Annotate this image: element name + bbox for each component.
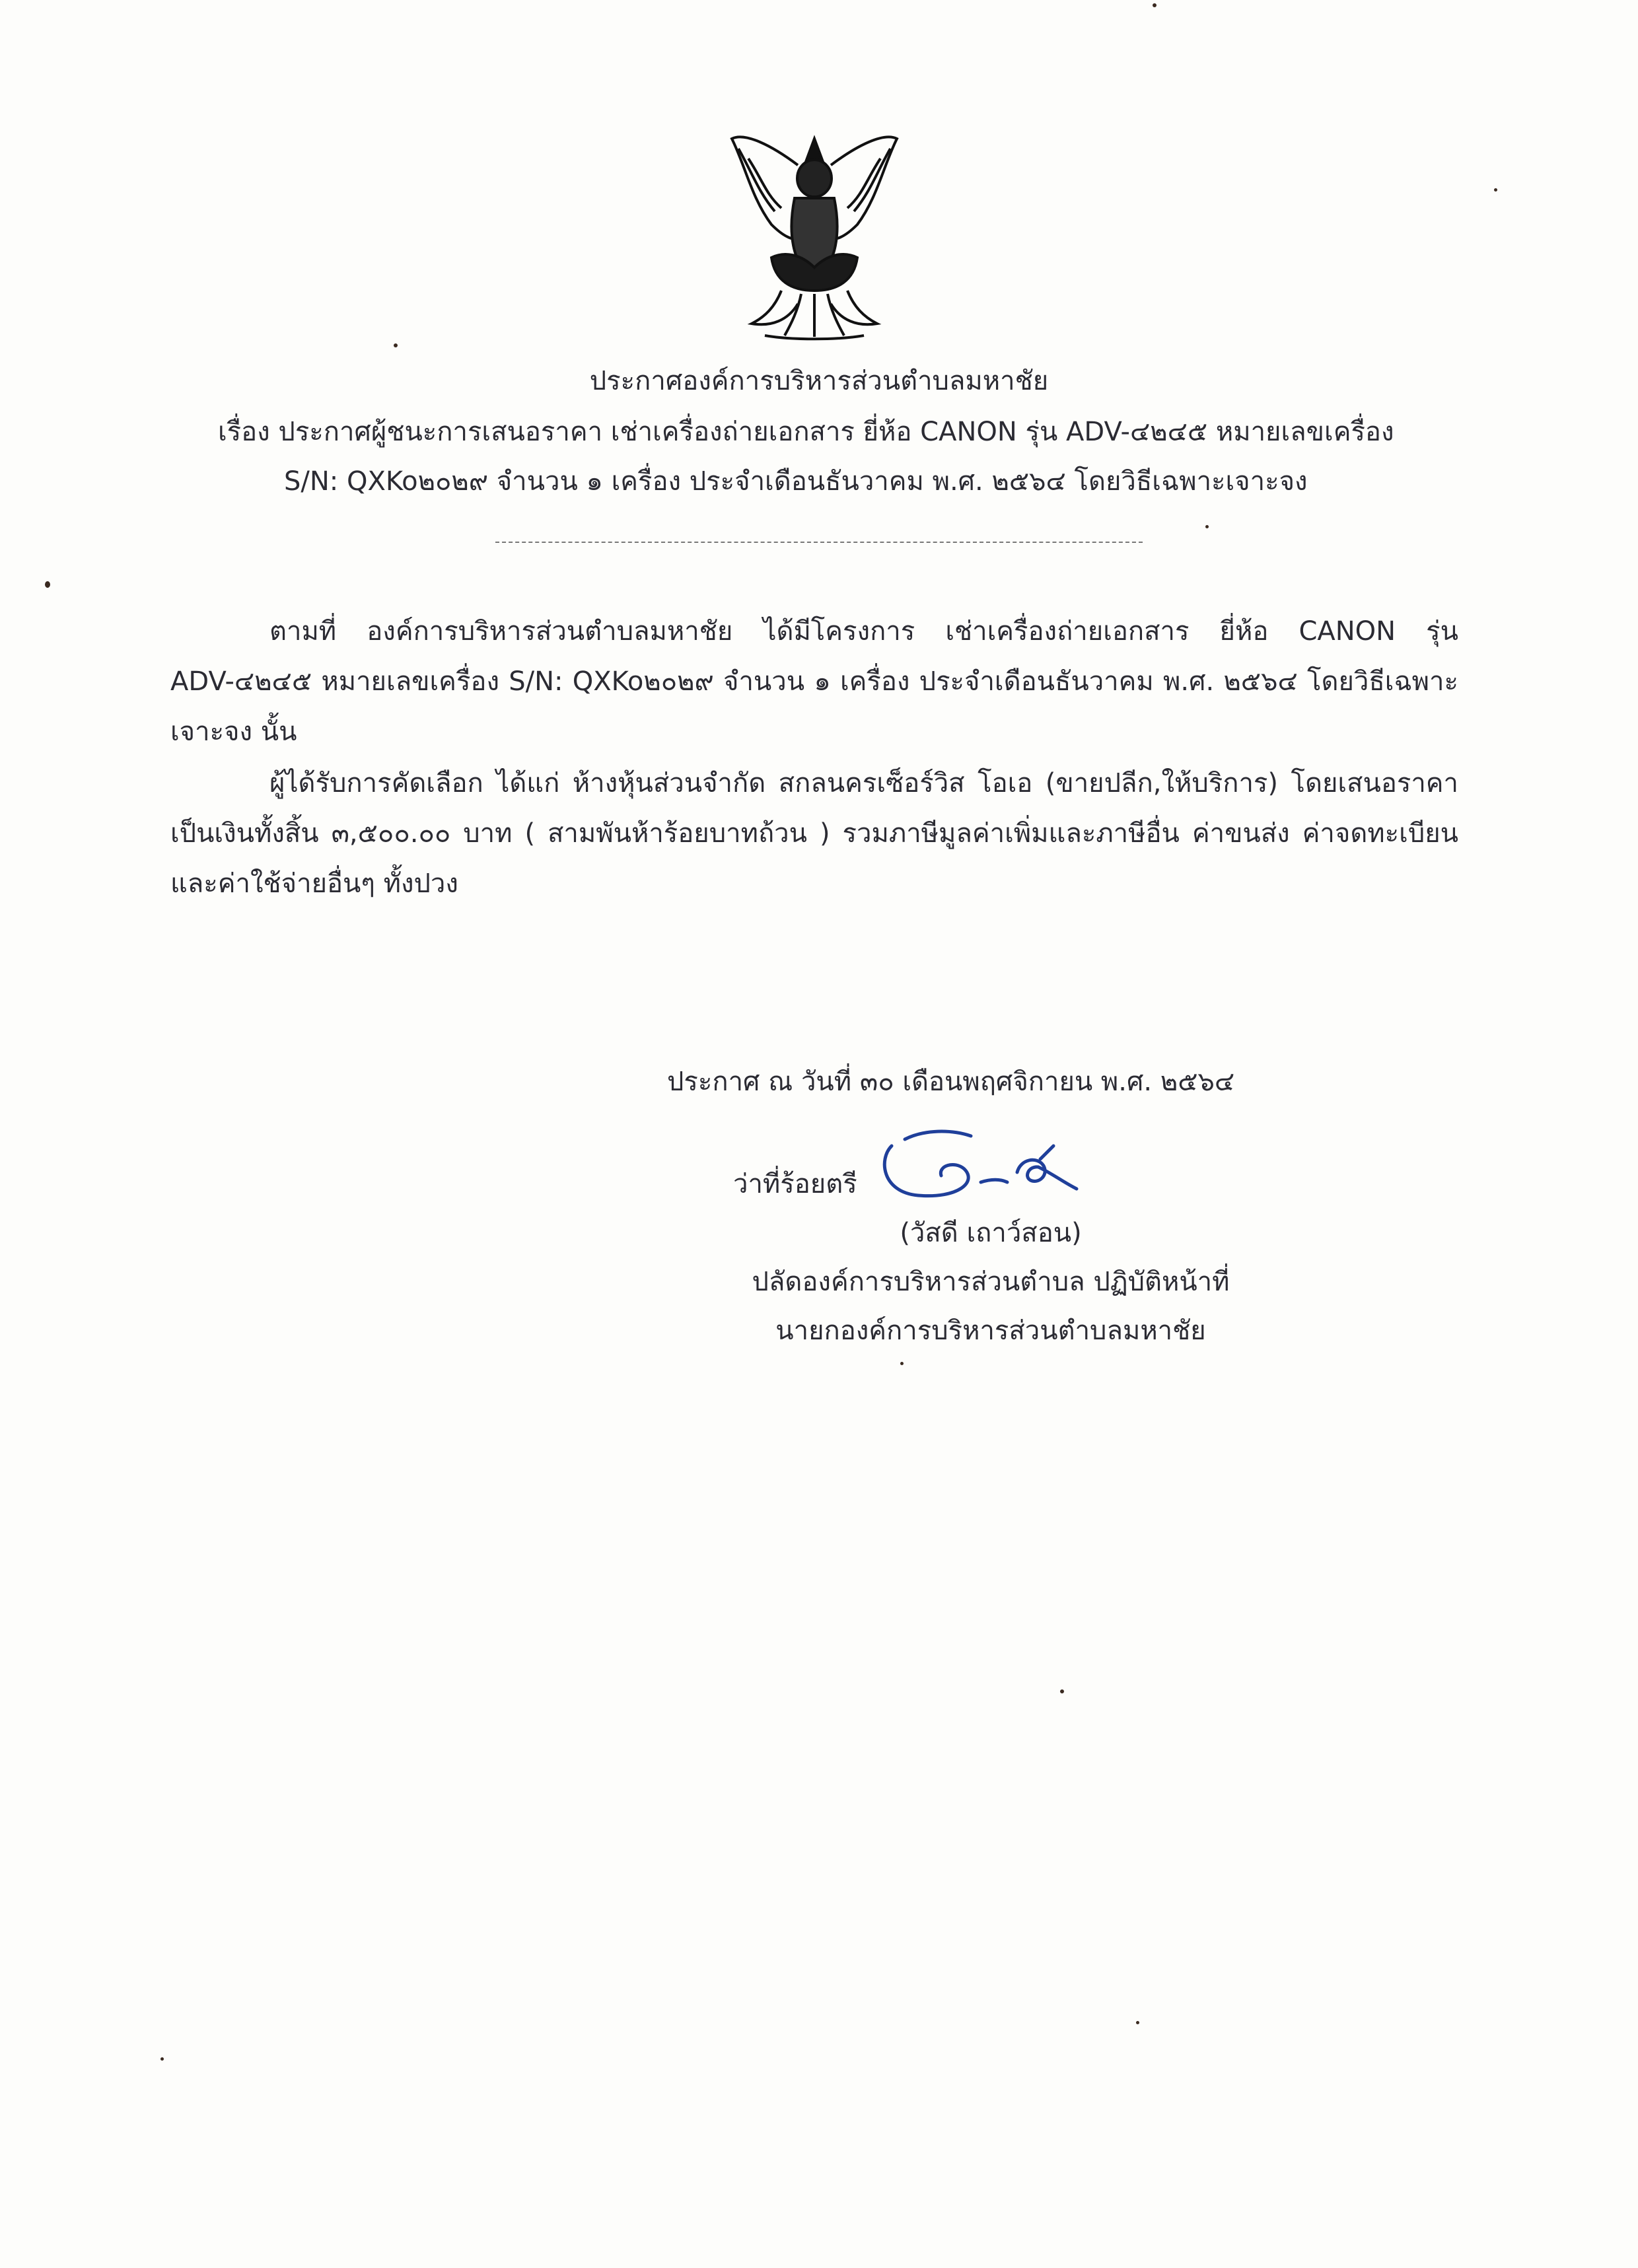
body-paragraph-2: ผู้ได้รับการคัดเลือก ได้แก่ ห้างหุ้นส่วนจำกัด สกลนครเซ็อร์วิส โอเอ (ขายปลีก,ให้บริการ) โดยเสนอราคาเป็นเงินทั้งสิ้น ๓,๕๐๐.๐๐ บาท ( สามพันห้าร้อยบาทถ้วน ) รวมภาษีมูลค่าเพิ่มและภาษีอื่น ค่าขนส่ง ค่าจดทะเบียน และค่าใช้จ่ายอื่นๆ ทั้งปวง [170,768,1459,899]
signer-name: (วัสดี เถาว์สอน) [900,1218,1082,1248]
body-paragraph-1: ตามที่ องค์การบริหารส่วนตำบลมหาชัย ได้มีโครงการ เช่าเครื่องถ่ายเอกสาร ยี่ห้อ CANON รุ่น ADV-๔๒๔๕ หมายเลขเครื่อง S/N: QXKo๒๐๒๙ จำนวน ๑ เครื่อง ประจำเดือนธันวาคม พ.ศ. ๒๕๖๔ โดยวิธีเฉพาะเจาะจง นั้น [170,616,1459,747]
garuda-emblem-icon [725,125,904,350]
header-organization: ประกาศองค์การบริหารส่วนตำบลมหาชัย [589,366,1049,396]
header-divider [495,542,1143,543]
header-subject-line1: เรื่อง ประกาศผู้ชนะการเสนอราคา เช่าเครื่องถ่ายเอกสาร ยี่ห้อ CANON รุ่น ADV-๔๒๔๕ หมายเลขเครื่อง [218,417,1394,447]
signer-position-2: นายกองค์การบริหารส่วนตำบลมหาชัย [775,1316,1206,1346]
scan-speck [1136,2021,1139,2024]
scan-speck [1060,1689,1064,1693]
scan-speck [45,581,50,588]
signer-position-1: ปลัดองค์การบริหารส่วนตำบล ปฏิบัติหน้าที่ [752,1267,1230,1297]
scan-speck [900,1362,904,1365]
signer-block [660,1209,1321,1355]
announcement-date: ประกาศ ณ วันที่ ๓๐ เดือนพฤศจิกายน พ.ศ. ๒๕๖๔ [667,1067,1235,1097]
scan-speck [1494,188,1497,192]
header-subject-line2: S/N: QXKo๒๐๒๙ จำนวน ๑ เครื่อง ประจำเดือนธันวาคม พ.ศ. ๒๕๖๔ โดยวิธีเฉพาะเจาะจง [284,466,1308,497]
signer-rank: ว่าที่ร้อยตรี [733,1169,857,1199]
handwritten-signature [865,1119,1103,1205]
scan-speck [394,343,398,347]
scan-speck [1153,3,1157,7]
scan-speck [1205,525,1209,528]
scan-speck [160,2057,164,2061]
